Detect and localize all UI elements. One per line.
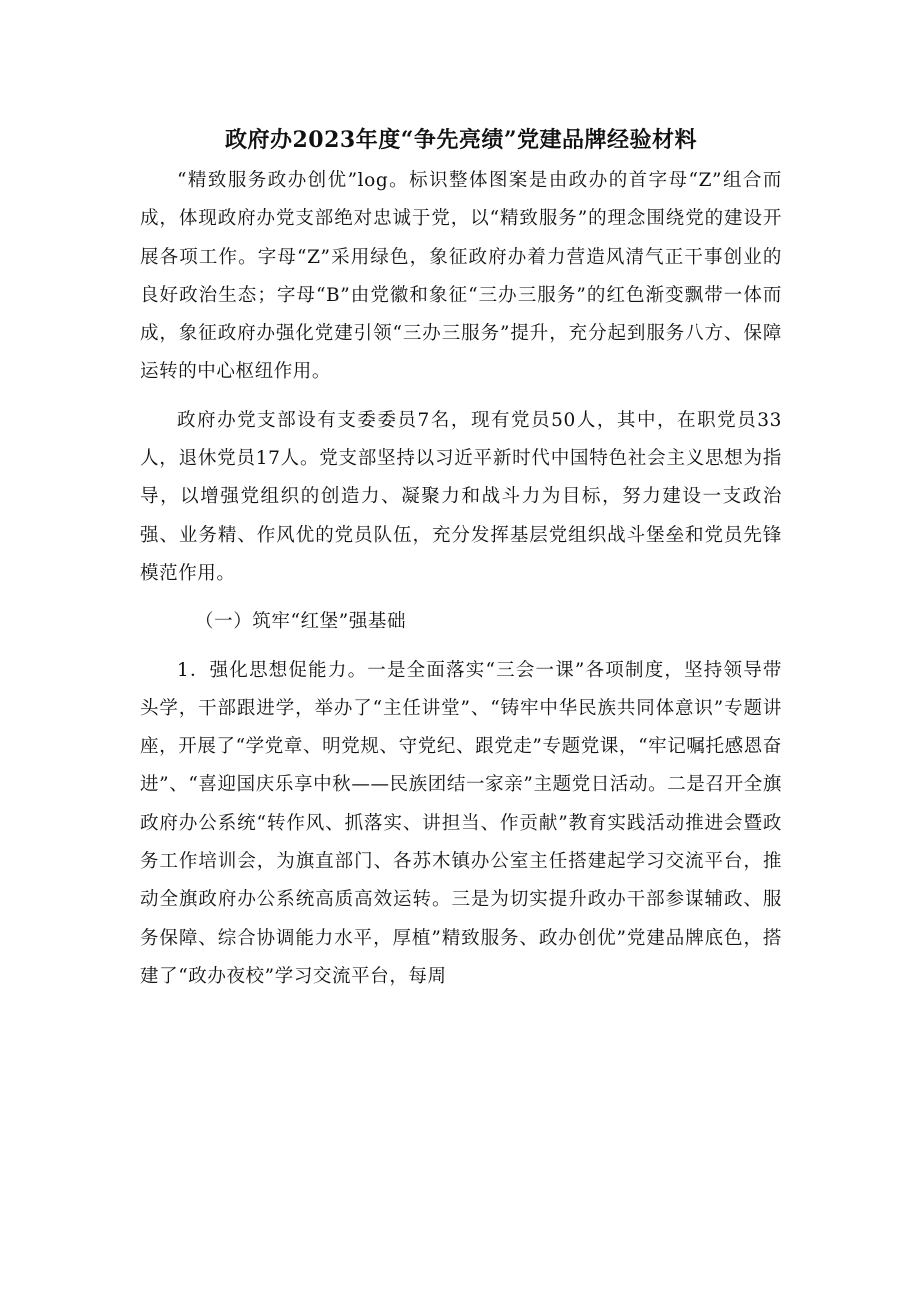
document-title: 政府办2023年度“争先亮绩”党建品牌经验材料	[224, 127, 698, 153]
paragraph-strengthen-thinking: 1．强化思想促能力。一是全面落实“三会一课”各项制度，坚持领导带头学，干部跟进学，举办了“主任讲堂”、“铸牢中华民族共同体意识”专题讲座，开展了“学党章、明党规、守党纪、跟党走”专题党课，“牢记嘱托感恩奋进”、“喜迎国庆乐享中秋——民族团结一家亲”主题党日活动。二是召开全旗政府办公系统“转作风、抓落实、讲担当、作贡献”教育实践活动推进会暨政务工作培训会，为旗直部门、各苏木镇办公室主任搭建起学习交流平台，推动全旗政府办公系统高质高效运转。三是为切实提升政办干部参谋辅政、服务保障、综合协调能力水平，厚植”精致服务、政办创优”党建品牌底色，搭建了“政办夜校”学习交流平台，每周	[140, 659, 782, 987]
paragraph-branch-overview: 政府办党支部设有支委委员7名，现有党员50人，其中，在职党员33人，退休党员17人。党支部坚持以习近平新时代中国特色社会主义思想为指导，以增强党组织的创造力、凝聚力和战斗力为目标，努力建设一支政治强、业务精、作风优的党员队伍，充分发挥基层党组织战斗堡垒和党员先锋模范作用。	[140, 409, 782, 584]
paragraph-gap	[140, 392, 782, 402]
paragraph-gap	[140, 642, 782, 652]
paragraph-logo-description: “精致服务政办创优”log。标识整体图案是由政办的首字母“Z”组合而成，体现政府办党支部绝对忠诚于党，以“精致服务”的理念围绕党的建设开展各项工作。字母“Z”采用绿色，象征政府办着力营造风清气正干事创业的良好政治生态；字母“B”由党徽和象征“三办三服务”的红色渐变飘带一体而成，象征政府办强化党建引领“三办三服务”提升，充分起到服务八方、保障运转的中心枢纽作用。	[140, 170, 782, 383]
section-heading: （一）筑牢“红堡”强基础	[195, 611, 407, 633]
document-page	[140, 118, 782, 996]
paragraph-gap	[140, 593, 782, 603]
